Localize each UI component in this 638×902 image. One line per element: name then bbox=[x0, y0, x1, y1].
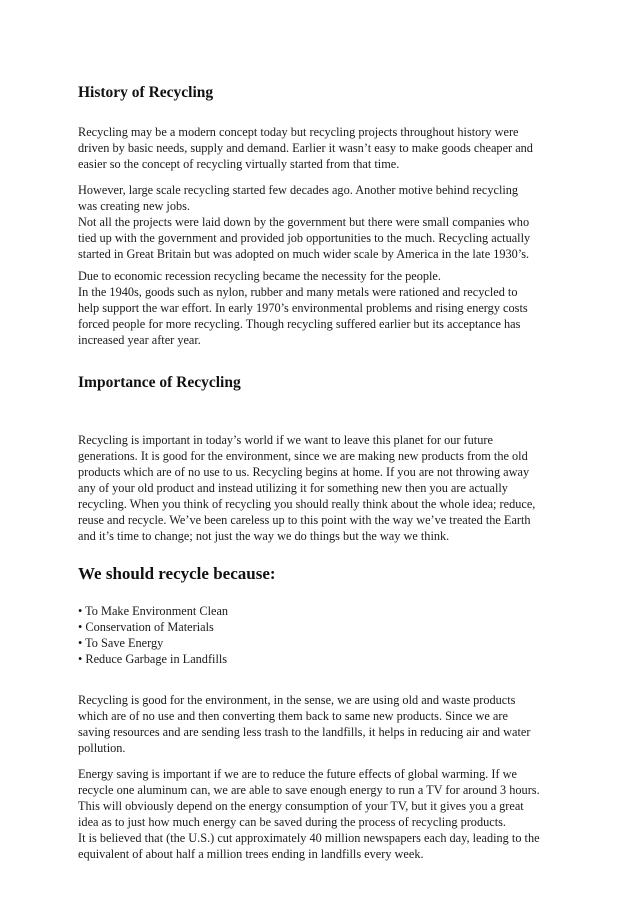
paragraph-environment: Recycling is good for the environment, in the sense, we are using old and waste products which are of no use and then converting them back to same new products. Since we are saving resources and are sending less trash to the landfills, it helps in reducing air and water pollution. bbox=[78, 693, 531, 755]
heading-importance-of-recycling: Importance of Recycling bbox=[78, 374, 241, 391]
heading-history-of-recycling: History of Recycling bbox=[78, 84, 214, 101]
paragraph-importance: Recycling is important in today’s world if we want to leave this planet for our future generations. It is good for the environment, since we are making new products from the old products which are of no use to us. Recycling begins at home. If you are not throwing away any of your old product and instead utilizing it for something new then you are actually recycling. When you think of recycling you should really think about the whole idea; reduce, reuse and recycle. We’ve been careless up to this point with the way we’ve treated the Earth and it’s time to change; not just the way we do things but the way we think. bbox=[78, 433, 536, 543]
list-item: • Reduce Garbage in Landfills bbox=[78, 652, 228, 666]
paragraph-history-2: However, large scale recycling started few decades ago. Another motive behind recycling was creating new jobs. Not all the projects were laid down by the government but there were small companies who tied up with the government and provided job opportunities to the much. Recycling actually started in Great Britain but was adopted on much wider scale by America in the late 1930’s. bbox=[78, 183, 531, 261]
paragraph-history-3: Due to economic recession recycling became the necessity for the people. In the 1940s, goods such as nylon, rubber and many metals were rationed and recycled to help support the war effort. In early 1970’s environmental problems and rising energy costs forced people for more recycling. Though recycling suffered earlier but its acceptance has increased year after year. bbox=[78, 269, 528, 347]
list-item: • To Make Environment Clean bbox=[78, 604, 229, 618]
list-item: • Conservation of Materials bbox=[78, 620, 214, 634]
list-item: • To Save Energy bbox=[78, 636, 164, 650]
heading-we-should-recycle-because: We should recycle because: bbox=[78, 564, 276, 583]
reasons-list bbox=[78, 603, 228, 667]
paragraph-energy-saving: Energy saving is important if we are to reduce the future effects of global warming. If we recycle one aluminum can, we are able to save enough energy to run a TV for around 3 hours. This will obviously depend on the energy consumption of your TV, but it gives you a great idea as to just how much energy can be saved during the process of recycling products. It is believed that (the U.S.) cut approximately 40 million newspapers each day, leading to the equivalent of about half a million trees ending in landfills every week. bbox=[78, 767, 540, 861]
paragraph-history-1: Recycling may be a modern concept today but recycling projects throughout history were driven by basic needs, supply and demand. Earlier it wasn’t easy to make goods cheaper and easier so the concept of recycling virtually started from that time. bbox=[78, 125, 533, 171]
